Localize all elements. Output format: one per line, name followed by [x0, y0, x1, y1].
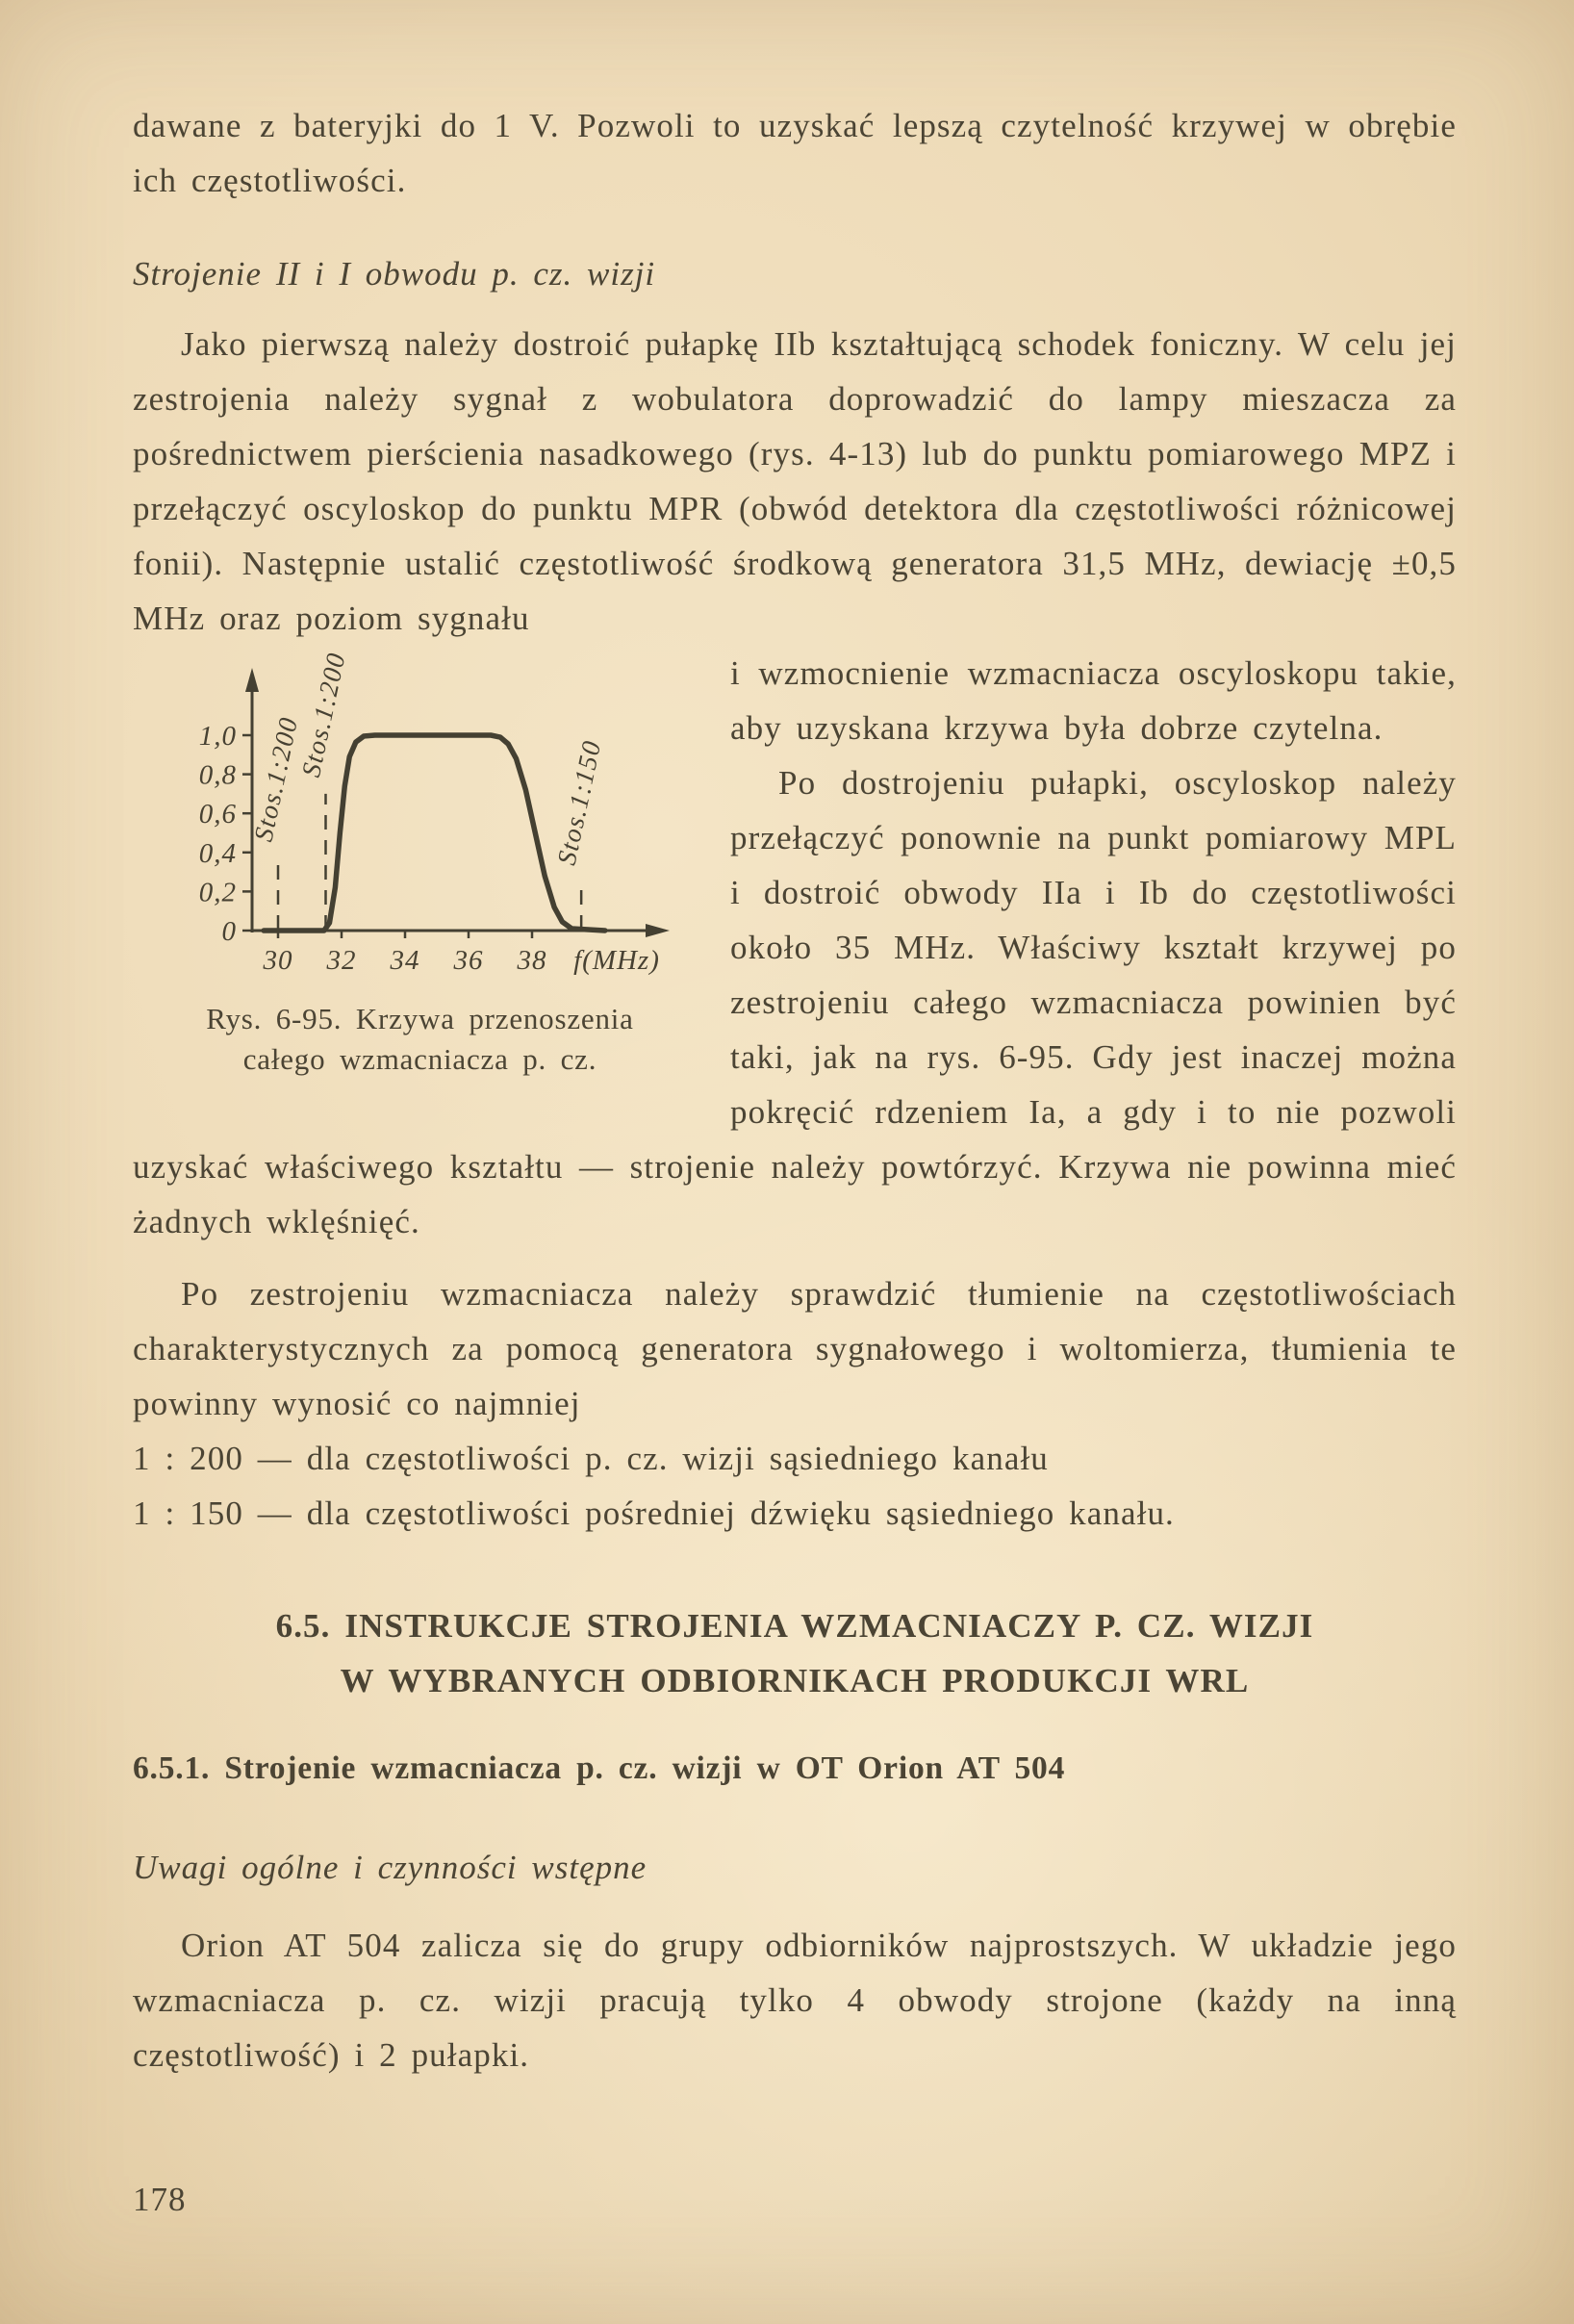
svg-text:0,4: 0,4: [198, 837, 237, 869]
svg-text:0: 0: [221, 916, 237, 947]
page-number: 178: [133, 2181, 187, 2218]
paragraph-tuning-2: i wzmocnienie wzmacniacza oscyloskopu takie, aby uzyskana krzywa była dobrze czytelna.: [730, 654, 1457, 747]
paragraph-intro: dawane z bateryjki do 1 V. Pozwoli to uzyskać lepszą czytelność krzywej w obrębie ich częstotliwości.: [133, 107, 1457, 199]
figure-caption: Rys. 6-95. Krzywa przenoszenia całego wzmacniacza p. cz.: [206, 1002, 634, 1076]
paragraph-tuning-1: Jako pierwszą należy dostroić pułapkę IIb kształtującą schodek foniczny. W celu jej zestrojenia należy sygnał z wobulatora doprowadzić do lampy mieszacza za pośrednictwem pierścienia nasadkowego (rys. 4-13) lub do punktu pomiarowego MPZ i przełączyć oscyloskop do punktu MPR (obwód detektora dla częstotliwości różnicowej fonii). Następnie ustalić częstotliwość środkową generatora 31,5 MHz, dewiację ±0,5 MHz oraz poziom sygnału: [133, 325, 1457, 637]
section-heading-line1: 6.5. INSTRUKCJE STROJENIA WZMACNIACZY P. CZ. WIZJI: [275, 1607, 1314, 1645]
paragraph-orion: Orion AT 504 zalicza się do grupy odbiorników najprostszych. W układzie jego wzmacniacza p. cz. wizji pracują tylko 4 obwody strojone (każdy na inną częstotliwość) i 2 pułapki.: [133, 1927, 1457, 2074]
section-heading: [133, 1598, 1457, 1708]
svg-text:Stos.1:150: Stos.1:150: [550, 737, 607, 868]
svg-text:0,8: 0,8: [198, 759, 237, 791]
figure-6-95: [139, 649, 701, 1080]
svg-text:Stos.1:200: Stos.1:200: [295, 649, 351, 780]
subsection-heading: 6.5.1. Strojenie wzmacniacza p. cz. wizji w OT Orion AT 504: [133, 1750, 1066, 1786]
figure-chart: [139, 649, 701, 982]
svg-text:30: 30: [263, 945, 293, 976]
spec-line-200: 1 : 200 — dla częstotliwości p. cz. wizji sąsiedniego kanału: [133, 1440, 1049, 1477]
svg-text:Stos.1:200: Stos.1:200: [247, 713, 304, 845]
paragraph-check-intro: Po zestrojeniu wzmacniacza należy sprawdzić tłumienie na częstotliwościach charakterystycznych za pomocą generatora sygnałowego i woltomierza, tłumienia te powinny wynosić co najmniej: [133, 1275, 1457, 1422]
svg-text:1,0: 1,0: [198, 721, 237, 752]
svg-text:36: 36: [453, 945, 484, 976]
svg-text:0,6: 0,6: [198, 799, 237, 830]
page-content: [133, 85, 1457, 2219]
spec-line-150: 1 : 150 — dla częstotliwości pośredniej dźwięku sąsiedniego kanału.: [133, 1494, 1175, 1532]
svg-text:0,2: 0,2: [198, 877, 237, 908]
section-heading-line2: W WYBRANYCH ODBIORNIKACH PRODUKCJI WRL: [340, 1662, 1250, 1699]
svg-text:32: 32: [326, 945, 357, 976]
svg-text:f(MHz): f(MHz): [573, 945, 660, 976]
svg-text:38: 38: [517, 945, 547, 976]
tuning-section-heading: Strojenie II i I obwodu p. cz. wizji: [133, 255, 656, 293]
svg-text:34: 34: [390, 945, 420, 976]
notes-heading: Uwagi ogólne i czynności wstępne: [133, 1849, 647, 1886]
paragraph-tuning-3: Po dostrojeniu pułapki, oscyloskop należy przełączyć ponownie na punkt pomiarowy MPL i dostroić obwody IIa i Ib do częstotliwości około 35 MHz. Właściwy kształt krzywej po zestrojeniu całego wzmacniacza powinien być taki, jak na rys. 6-95. Gdy jest inaczej można pokręcić rdzeniem Ia, a gdy i to nie pozwoli uzyskać właściwego kształtu — strojenie należy powtórzyć. Krzywa nie powinna mieć żadnych wklęśnięć.: [133, 764, 1457, 1240]
